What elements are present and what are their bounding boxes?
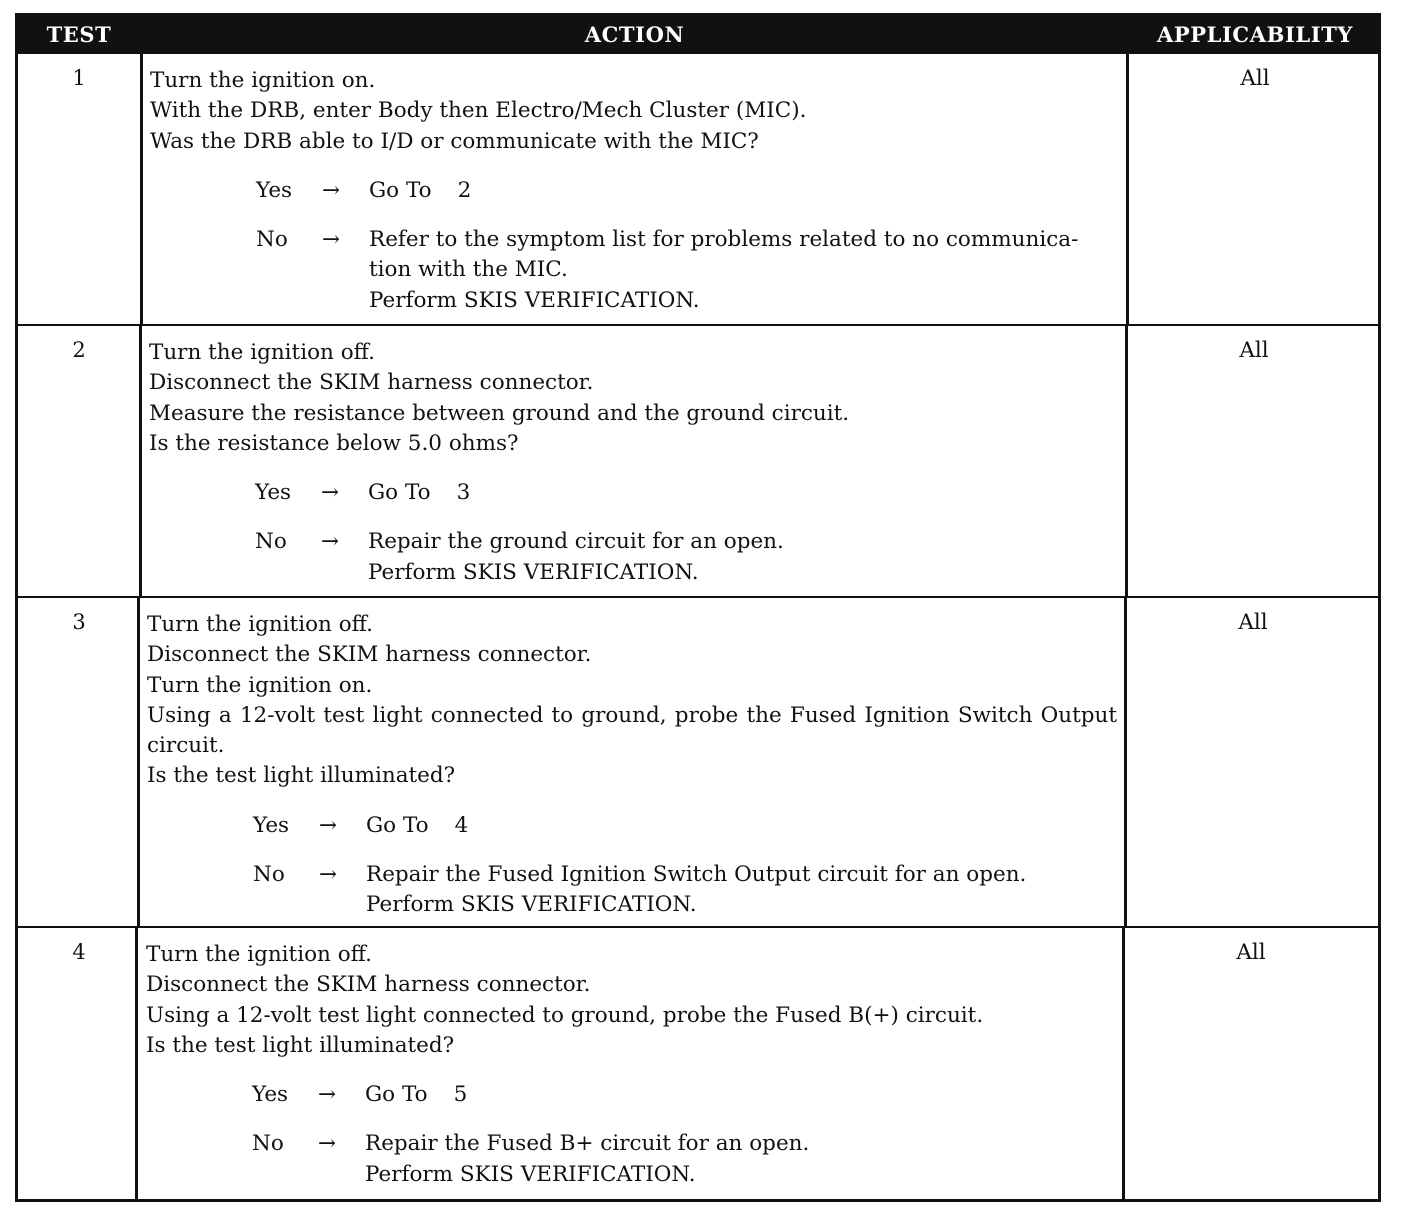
test-row-1: [18, 54, 1378, 326]
applicability-value: All: [1238, 610, 1268, 635]
column-divider: [135, 928, 138, 1199]
column-divider: [1125, 326, 1128, 596]
yes-label: Yes: [256, 177, 293, 203]
arrow-icon: →: [319, 812, 338, 838]
no-label: No: [256, 227, 288, 253]
no-result-line: Perform SKIS VERIFICATION.: [365, 1161, 696, 1187]
action-step: Is the test light illuminated?: [147, 763, 456, 789]
test-number: 1: [72, 66, 86, 90]
no-result: [369, 225, 1120, 316]
no-result-line: Perform SKIS VERIFICATION.: [368, 559, 699, 585]
action-cell: [150, 54, 1120, 316]
action-cell: [147, 598, 1117, 921]
yes-label: Yes: [255, 480, 292, 506]
test-row-2: [18, 326, 1378, 598]
no-branch: [150, 225, 1120, 316]
arrow-icon: →: [318, 1082, 337, 1108]
action-cell: [149, 326, 1119, 588]
goto-test-number: 5: [453, 1082, 468, 1108]
applicability-value: All: [1236, 940, 1266, 965]
arrow-icon: →: [318, 1131, 337, 1157]
no-branch: [147, 860, 1117, 921]
goto-test-number: 2: [457, 177, 472, 203]
column-divider: [1122, 928, 1125, 1199]
no-branch: [146, 1129, 1116, 1190]
yes-branch: [150, 176, 1120, 206]
yes-result: [366, 811, 1117, 841]
applicability-value: All: [1240, 66, 1270, 91]
action-cell: [146, 928, 1116, 1190]
action-step: Is the resistance below 5.0 ohms?: [149, 430, 519, 456]
diagnostic-test-table: [15, 13, 1381, 1202]
goto-label: Go To: [366, 812, 429, 838]
yes-branch: [147, 811, 1117, 841]
action-step: Disconnect the SKIM harness connector.: [146, 972, 591, 998]
action-step: Using a 12-volt test light connected to ground, probe the Fused B(+) circuit.: [146, 1002, 984, 1028]
action-step: Was the DRB able to I/D or communicate with the MIC?: [150, 128, 759, 154]
no-result-line: Repair the Fused Ignition Switch Output circuit for an open.: [366, 862, 1027, 888]
yes-label: Yes: [252, 1082, 289, 1108]
action-step: Turn the ignition on.: [147, 672, 373, 698]
no-result: [368, 527, 1119, 588]
test-number: 3: [72, 610, 86, 634]
goto-label: Go To: [365, 1082, 428, 1108]
goto-label: Go To: [369, 177, 432, 203]
arrow-icon: →: [321, 480, 340, 506]
no-result-line: Repair the Fused B+ circuit for an open.: [365, 1131, 810, 1157]
no-result-line: Perform SKIS VERIFICATION.: [369, 287, 700, 313]
action-step: Is the test light illuminated?: [146, 1032, 455, 1058]
no-result-line: Refer to the symptom list for problems related to no communica-: [369, 227, 1079, 253]
goto-label: Go To: [368, 480, 431, 506]
column-divider: [139, 326, 142, 596]
action-step: Turn the ignition off.: [147, 612, 373, 637]
action-step: Turn the ignition off.: [146, 942, 372, 967]
arrow-icon: →: [319, 862, 338, 888]
yes-branch: [149, 478, 1119, 508]
header-applicability: APPLICABILITY: [1156, 22, 1354, 47]
table-header: [18, 16, 1378, 54]
column-divider: [1124, 598, 1127, 926]
no-result-line: Repair the ground circuit for an open.: [368, 529, 784, 555]
yes-branch: [146, 1080, 1116, 1110]
header-action: ACTION: [584, 22, 685, 47]
no-result-line: tion with the MIC.: [369, 257, 568, 283]
yes-result: [369, 176, 1120, 206]
arrow-icon: →: [321, 529, 340, 555]
yes-result: [365, 1080, 1116, 1110]
test-number: 4: [72, 940, 86, 964]
no-result-line: Perform SKIS VERIFICATION.: [366, 892, 697, 918]
arrow-icon: →: [322, 227, 341, 253]
action-step: With the DRB, enter Body then Electro/Mech Cluster (MIC).: [150, 98, 807, 124]
goto-test-number: 3: [456, 480, 471, 506]
yes-label: Yes: [253, 812, 290, 838]
no-result: [366, 860, 1117, 921]
applicability-value: All: [1239, 338, 1269, 363]
test-number: 2: [72, 338, 86, 362]
arrow-icon: →: [322, 177, 341, 203]
goto-test-number: 4: [454, 812, 469, 838]
action-step: Disconnect the SKIM harness connector.: [147, 642, 592, 668]
no-result: [365, 1129, 1116, 1190]
yes-result: [368, 478, 1119, 508]
action-step: Measure the resistance between ground and the ground circuit.: [149, 400, 850, 426]
no-label: No: [253, 862, 285, 888]
test-row-4: [18, 928, 1378, 1199]
header-test: TEST: [46, 22, 112, 47]
column-divider: [1126, 54, 1129, 324]
test-row-3: [18, 598, 1378, 928]
action-step: Using a 12-volt test light connected to ground, probe the Fused Ignition Switch Output circuit.: [147, 702, 1117, 759]
no-label: No: [255, 529, 287, 555]
column-divider: [137, 598, 140, 926]
no-branch: [149, 527, 1119, 588]
action-step: Turn the ignition off.: [149, 340, 375, 365]
column-divider: [140, 54, 143, 324]
no-label: No: [252, 1131, 284, 1157]
action-step: Disconnect the SKIM harness connector.: [149, 370, 594, 396]
action-step: Turn the ignition on.: [150, 68, 376, 93]
